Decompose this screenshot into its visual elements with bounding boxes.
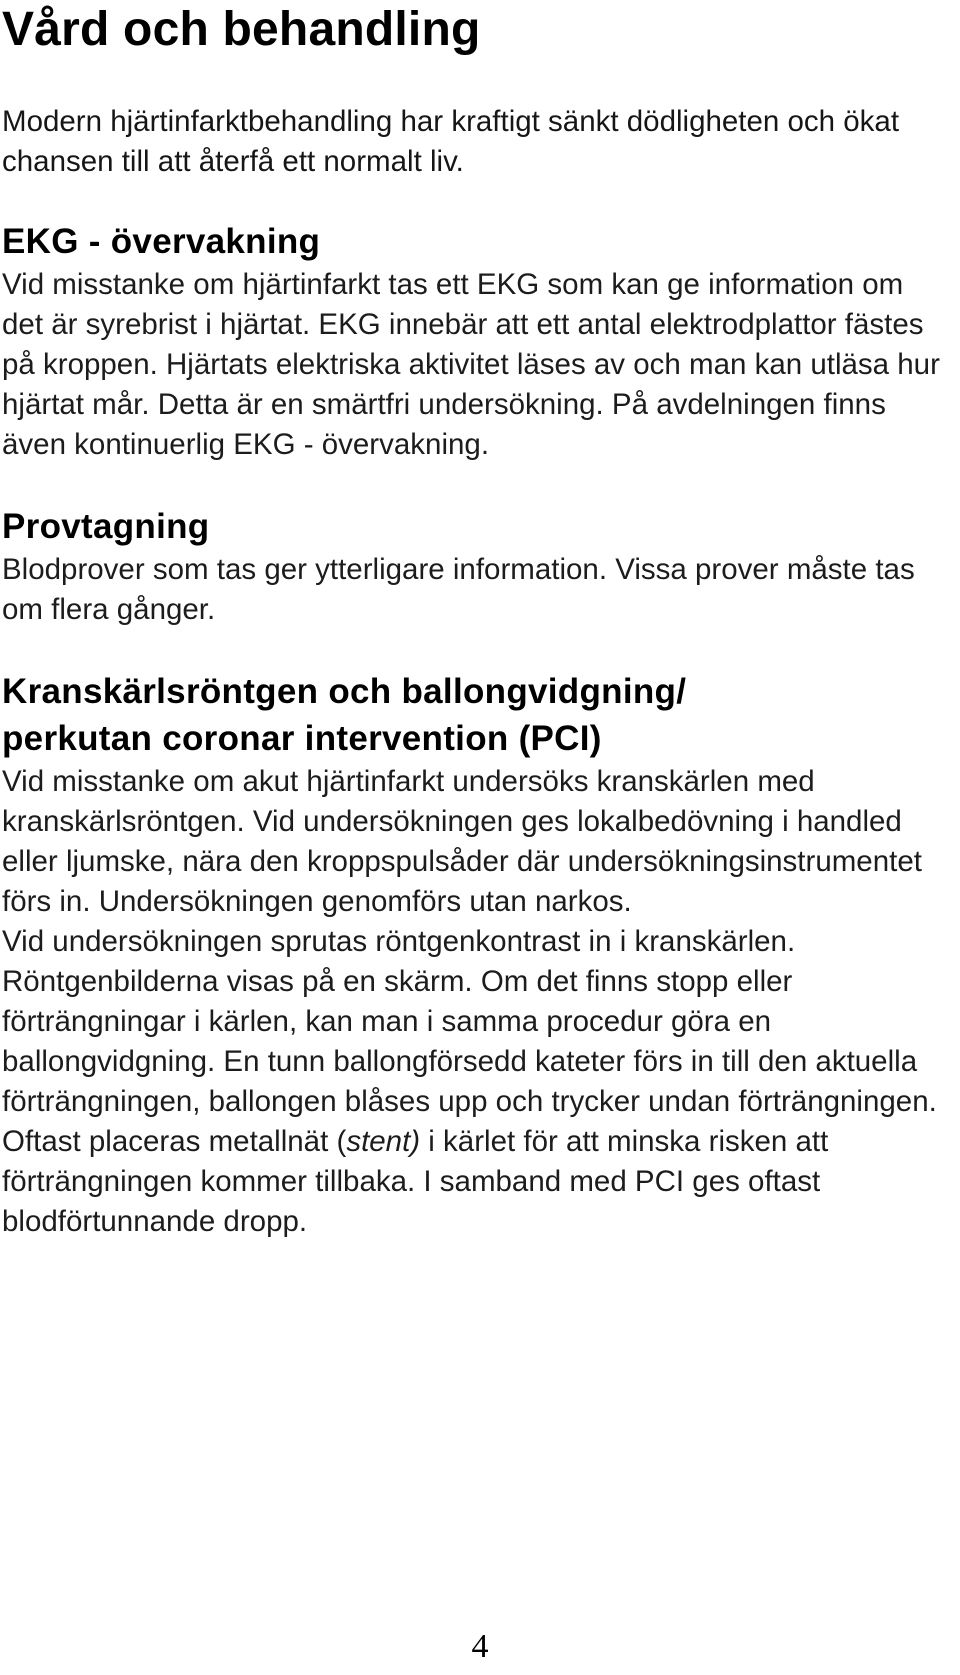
- heading-line-2: perkutan coronar intervention (PCI): [2, 719, 602, 758]
- section-text-provtagning: Blodprover som tas ger ytterligare information. Vissa prover måste tas om flera gånger.: [2, 553, 915, 626]
- section-kranskarlsrontgen: [2, 668, 952, 1242]
- pci-paragraph-3: [2, 1122, 952, 1242]
- heading-line-1: Kranskärlsröntgen och ballongvidgning/: [2, 672, 687, 711]
- section-heading-ekg: EKG - övervakning: [2, 222, 321, 261]
- page-title: Vård och behandling: [2, 3, 481, 56]
- pci-paragraph-3-start: Oftast placeras metallnät (: [2, 1125, 347, 1158]
- document-page: [2, 0, 952, 1242]
- section-provtagning: [2, 503, 952, 630]
- pci-paragraph-1: Vid misstanke om akut hjärtinfarkt undersöks kranskärlen med kranskärlsröntgen. Vid undersökningen ges lokalbedövning i handled eller ljumske, nära den kroppspulsåder där undersökningsinstrumentet förs in. Undersökningen genomförs utan narkos.: [2, 765, 922, 918]
- section-heading-provtagning: Provtagning: [2, 507, 210, 546]
- intro-paragraph: Modern hjärtinfarktbehandling har kraftigt sänkt dödligheten och ökat chansen till att återfå ett normalt liv.: [2, 105, 900, 178]
- pci-paragraph-2: Vid undersökningen sprutas röntgenkontrast in i kranskärlen. Röntgenbilderna visas på en skärm. Om det finns stopp eller förträngningar i kärlen, kan man i samma procedur göra en ballongvidgning. En tunn ballongförsedd kateter förs in till den aktuella förträngningen, ballongen blåses upp och trycker undan förträngningen.: [2, 925, 937, 1118]
- stent-term: stent): [346, 1125, 421, 1158]
- section-text-ekg: Vid misstanke om hjärtinfarkt tas ett EKG som kan ge information om det är syrebrist i hjärtat. EKG innebär att ett antal elektrodplattor fästes på kroppen. Hjärtats elektriska aktivitet läses av och man kan utläsa hur hjärtat mår. Detta är en smärtfri undersökning. På avdelningen finns även kontinuerlig EKG - övervakning.: [2, 268, 940, 461]
- pci-paragraph-3-end: i kärlet för att minska risken att förträngningen kommer tillbaka. I samband med PCI ges oftast blodförtunnande dropp.: [2, 1125, 829, 1238]
- section-ekg: [2, 218, 952, 465]
- section-heading-kranskarlsrontgen: [2, 668, 952, 762]
- page-number: 4: [471, 1628, 489, 1665]
